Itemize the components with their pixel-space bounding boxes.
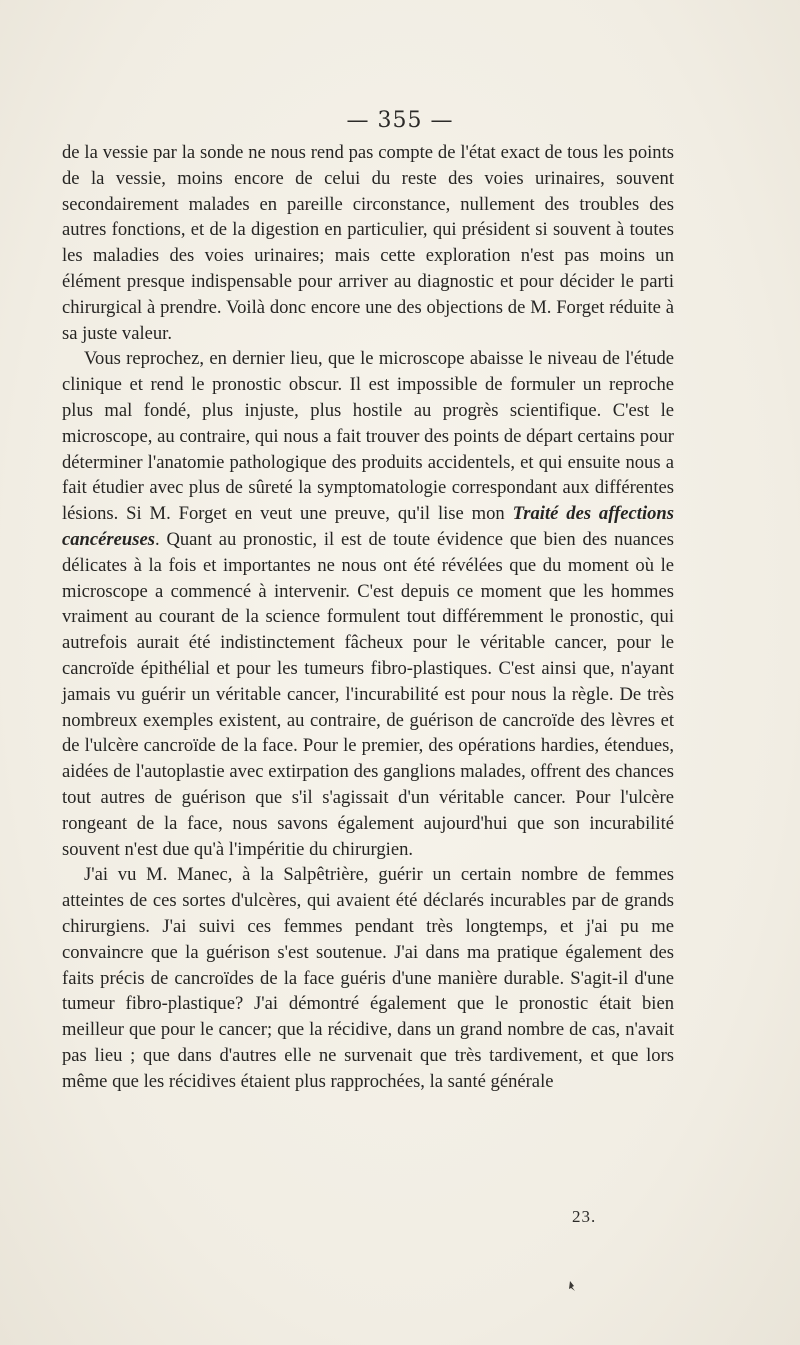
- paragraph-2: [62, 346, 674, 862]
- book-title-italic: Traité des affections cancéreuses: [62, 503, 674, 550]
- page-number-header: — 355 —: [346, 108, 454, 133]
- signature-mark: 23.: [572, 1207, 597, 1226]
- paragraph-1: de la vessie par la sonde ne nous rend pas compte de l'état exact de tous les points de la vessie, moins encore de celui du reste des voies urinaires, souvent secondairement malades en pareille circonstance, nullement des troubles des autres fonctions, et de la digestion en particulier, qui président si souvent à toutes les maladies des voies urinaires; mais cette exploration n'est pas moins un élément presque indispensable pour arriver au diagnostic et pour décider le parti chirurgical à prendre. Voilà donc encore une des objections de M. Forget réduite à sa juste valeur.: [62, 142, 674, 344]
- body-text: [62, 140, 674, 1094]
- paragraph-2-text-before: Vous reprochez, en dernier lieu, que le microscope abaisse le niveau de l'étude clinique et rend le pronostic obscur. Il est impossible de formuler un reproche plus mal fondé, plus injuste, plus hostile au progrès scientifique. C'est le microscope, au contraire, qui nous a fait trouver des points de départ certains pour déterminer l'anatomie pathologique des produits accidentels, et qui ensuite nous a fait étudier avec plus de sûreté la symptomatologie correspondant aux différentes lésions. Si M. Forget en veut une preuve, qu'il lise mon: [62, 348, 674, 525]
- ink-speck: [568, 1280, 576, 1292]
- paragraph-2-text-after: . Quant au pronostic, il est de toute évidence que bien des nuances délicates à la fois et importantes ne nous ont été révélées que du moment où le microscope a commencé à intervenir. C'est depuis ce moment que les hommes vraiment au courant de la science formulent tout différemment le pronostic, qui autrefois aurait été indistinctement fâcheux pour le véritable cancer, pour le cancroïde épithélial et pour les tumeurs fibro-plastiques. C'est ainsi que, n'ayant jamais vu guérir un véritable cancer, l'incurabilité est pour nous la règle. De très nombreux exemples existent, au contraire, de guérison de cancroïde des lèvres et de l'ulcère cancroïde de la face. Pour le premier, des opérations hardies, étendues, aidées de l'autoplastie avec extirpation des ganglions malades, offrent des chances tout autres de guérison que s'il s'agissait d'un véritable cancer. Pour l'ulcère rongeant de la face, nous savons également aujourd'hui que son incurabilité souvent n'est due qu'à l'impéritie du chirurgien.: [62, 528, 674, 860]
- paragraph-3: J'ai vu M. Manec, à la Salpêtrière, guérir un certain nombre de femmes atteintes de ces sortes d'ulcères, qui avaient été déclarés incurables par de grands chirurgiens. J'ai suivi ces femmes pendant très longtemps, et j'ai pu me convaincre que la guérison s'est soutenue. J'ai dans ma pratique également des faits précis de cancroïdes de la face guéris d'une manière durable. S'agit-il d'une tumeur fibro-plastique? J'ai démontré également que le pronostic était bien meilleur que pour le cancer; que la récidive, dans un grand nombre de cas, n'avait pas lieu ; que dans d'autres elle ne survenait que très tardivement, et que lors même que les récidives étaient plus rapprochées, la santé générale: [62, 864, 674, 1092]
